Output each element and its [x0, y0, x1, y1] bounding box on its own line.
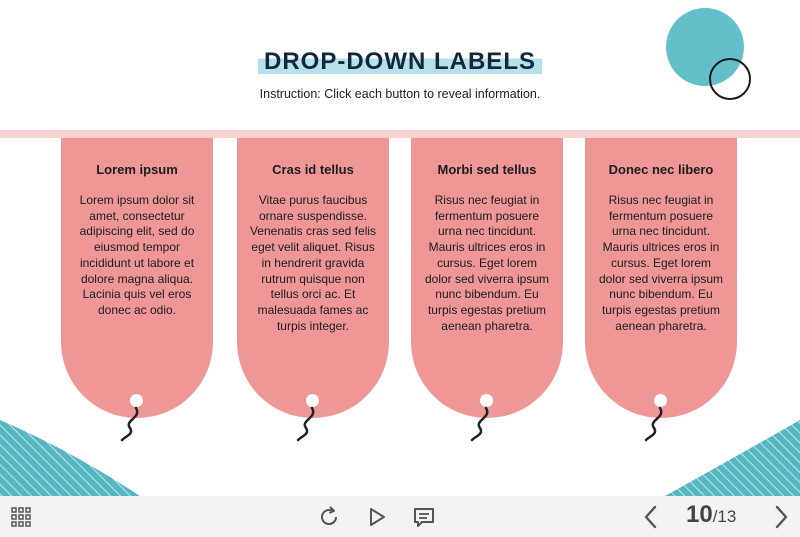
- label-card-3[interactable]: [411, 138, 563, 418]
- notes-icon[interactable]: [411, 504, 437, 530]
- current-page: 10: [686, 501, 713, 528]
- play-icon[interactable]: [364, 504, 390, 530]
- replay-icon[interactable]: [316, 504, 342, 530]
- string-icon: [640, 406, 680, 446]
- card-body: Risus nec feugiat in fermentum posuere urna nec tincidunt. Mauris ultrices eros in cursus. Eget lorem dolor sed viverra ipsum nunc bibendum. Eu turpis egestas pretium aenean pharetra.: [598, 193, 724, 333]
- string-icon: [292, 406, 332, 446]
- page-counter: [686, 501, 736, 529]
- instruction-text: Instruction: Click each button to reveal information.: [259, 87, 541, 101]
- card-title: Morbi sed tellus: [437, 162, 537, 177]
- hanging-stripe: [0, 130, 800, 138]
- card-body: Vitae purus faucibus ornare suspendisse. Venenatis cras sed felis eget velit aliquet. Risus in hendrerit gravida rutrum quisque non tellus orci ac. Et malesuada fames ac turpis integer.: [249, 193, 377, 333]
- player-toolbar: [0, 496, 800, 537]
- next-icon[interactable]: [768, 504, 794, 530]
- page-title: DROP-DOWN LABELS: [258, 48, 542, 76]
- label-card-1[interactable]: [61, 138, 213, 418]
- label-card-4[interactable]: [585, 138, 737, 418]
- card-title: Lorem ipsum: [96, 162, 178, 177]
- card-title: Cras id tellus: [272, 162, 354, 177]
- label-card-2[interactable]: [237, 138, 389, 418]
- ring-decoration: [709, 58, 751, 100]
- card-body: Lorem ipsum dolor sit amet, consectetur adipiscing elit, sed do eiusmod tempor incididunt ut labore et dolore magna aliqua. Lacinia quis vel eros donec ac odio.: [79, 193, 195, 317]
- string-icon: [116, 406, 156, 446]
- prev-icon[interactable]: [638, 504, 664, 530]
- grid-menu-icon[interactable]: [8, 504, 34, 530]
- string-icon: [466, 406, 506, 446]
- total-pages: /13: [712, 507, 737, 526]
- card-title: Donec nec libero: [608, 162, 714, 177]
- card-body: Risus nec feugiat in fermentum posuere urna nec tincidunt. Mauris ultrices eros in cursus. Eget lorem dolor sed viverra ipsum nunc bibendum. Eu turpis egestas pretium aenean pharetra.: [424, 193, 550, 333]
